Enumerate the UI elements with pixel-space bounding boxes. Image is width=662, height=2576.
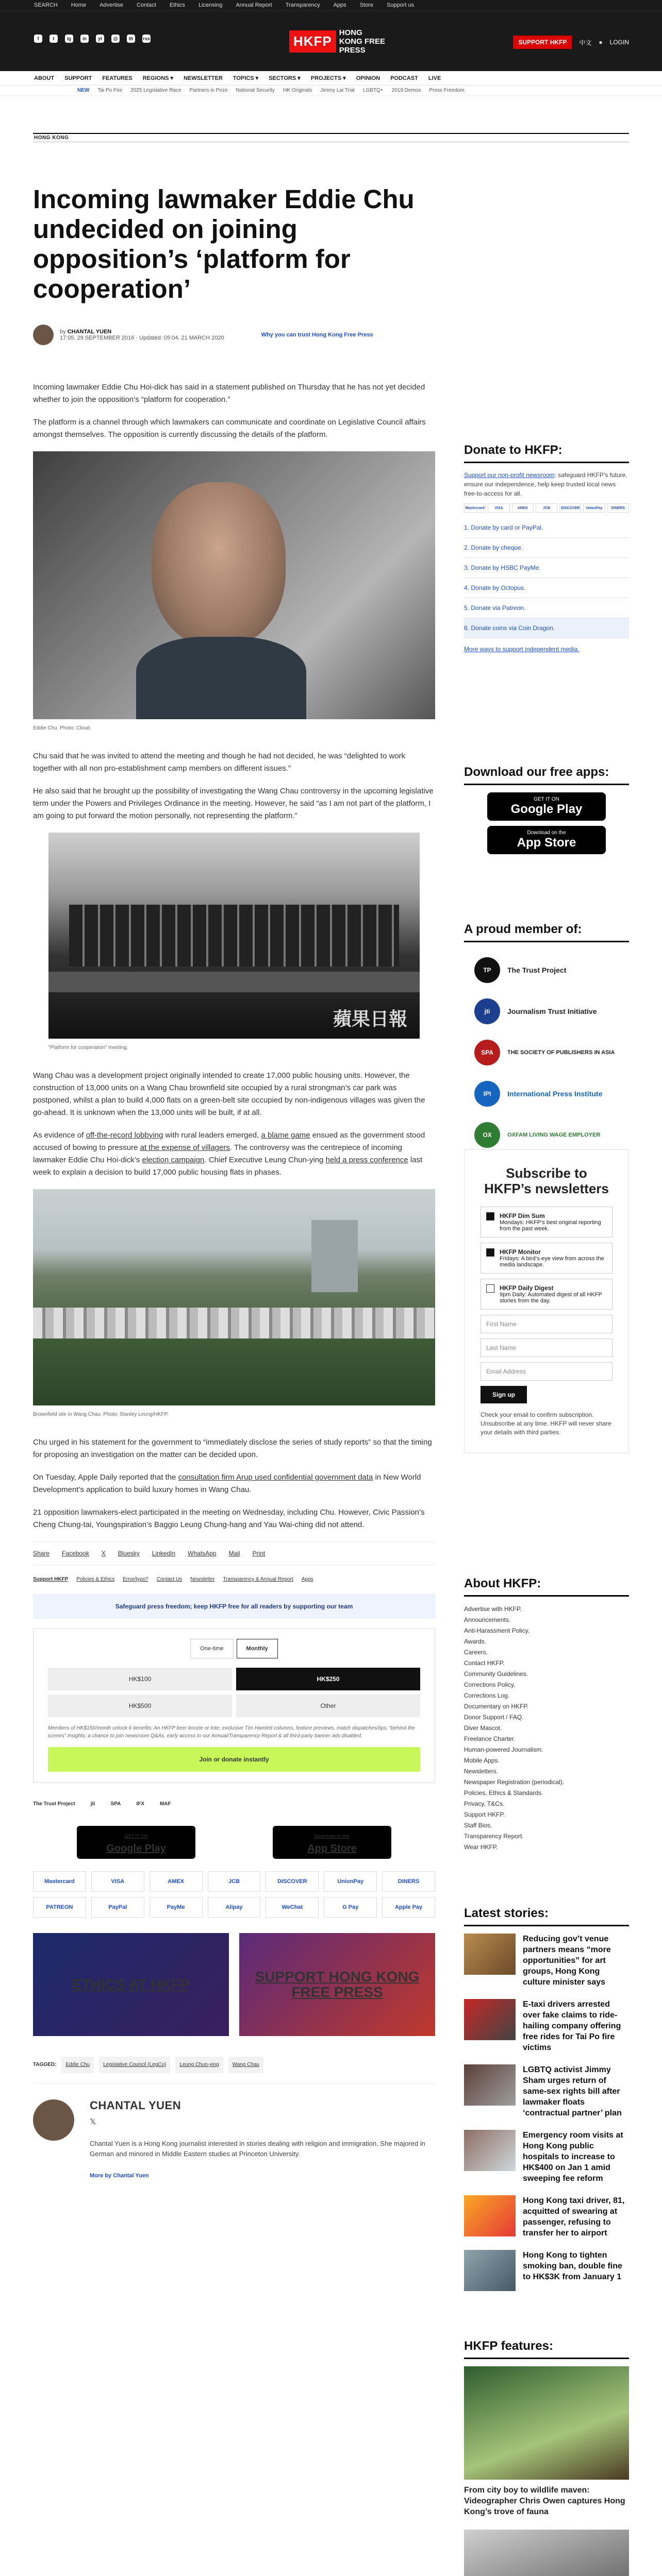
newsletter-option[interactable] xyxy=(481,1279,613,1310)
divider xyxy=(33,133,629,134)
one-time-toggle[interactable]: One-time xyxy=(190,1639,233,1658)
site-header xyxy=(0,10,662,71)
paragraph: He also said that he brought up the possibility of investigating the Wang Chau controversy in the upcoming legislative term under the Powers and Privileges Ordinance in the meeting. However, he said “as I am not part of the platform, I am going to put forward the motion personally, not representing the platform.” xyxy=(33,787,434,820)
newsletter-name: HKFP Monitor xyxy=(500,1248,541,1256)
contact-link[interactable]: Contact Us xyxy=(156,1577,183,1582)
tag[interactable]: Legislative Council (LegCo) xyxy=(99,2057,170,2073)
checkbox-checked[interactable] xyxy=(486,1248,494,1257)
topbar-annual-report[interactable]: Annual Report xyxy=(236,2,272,8)
jcb-icon: JCB xyxy=(536,503,557,513)
latest-heading: Latest stories: xyxy=(464,1906,629,1926)
donate-way[interactable]: 4. Donate by Octopus. xyxy=(464,578,629,598)
app-store-small: Download on the xyxy=(315,1834,350,1839)
trending-item[interactable]: Partners in Prize xyxy=(189,88,228,93)
google-play-label: Google Play xyxy=(106,1843,166,1854)
tag[interactable]: Leung Chun-ying xyxy=(175,2057,223,2073)
discover-icon[interactable]: DISCOVER xyxy=(266,1871,319,1892)
paragraph: Chu said that he was invited to attend the meeting and though he had not decided, he was “delighted to work together with all non pro-establishment camp members on different issues.” xyxy=(33,752,406,773)
typo-link[interactable]: Error/typo? xyxy=(123,1577,148,1582)
paragraph: Chu urged in his statement for the government to “immediately disclose the series of study reports” so that the timing for proposing an investigation on the matter can be decided upon. xyxy=(33,1438,432,1459)
mastercard-icon[interactable]: Mastercard xyxy=(33,1871,86,1892)
member-ipi[interactable]: IPI International Press Institute xyxy=(464,1073,629,1114)
trending-item[interactable]: LGBTQ+ xyxy=(362,88,384,93)
brownfield-photo[interactable] xyxy=(33,1189,435,1405)
alipay-icon[interactable]: Alipay xyxy=(208,1897,261,1918)
story-thumb[interactable] xyxy=(464,1999,516,2040)
sidebar-members xyxy=(464,922,629,1156)
app-store-label: App Store xyxy=(517,836,576,850)
sidebar-features xyxy=(464,2339,629,2576)
google-play-button[interactable] xyxy=(487,792,606,821)
link-villagers[interactable]: at the expense of villagers xyxy=(140,1143,230,1152)
latest-story[interactable] xyxy=(464,2250,629,2291)
applepay-icon[interactable]: Apple Pay xyxy=(382,1897,435,1918)
topbar-ethics[interactable]: Ethics xyxy=(169,2,185,8)
newsletter-link[interactable]: Newsletter xyxy=(190,1577,215,1582)
share-print[interactable]: Print xyxy=(252,1550,266,1557)
newsletter-option[interactable] xyxy=(481,1207,613,1238)
story-title[interactable]: Emergency room visits at Hong Kong public hospitals to increase to HK$400 on Jan 1 amid sweeping fee reform xyxy=(523,2131,623,2183)
login-link[interactable]: LOGIN xyxy=(609,39,629,46)
ethics-banner[interactable]: ETHICS AT HKFP xyxy=(33,1933,229,2036)
topbar-contact[interactable]: Contact xyxy=(137,2,156,8)
about-item[interactable]: Privacy, T&Cs. xyxy=(464,1800,505,1807)
language-switch[interactable]: 中文 xyxy=(579,39,592,46)
more-by-author-link[interactable]: More by Chantal Yuen xyxy=(90,2173,149,2179)
donate-way[interactable]: 6. Donate coins via Coin Dragon. xyxy=(464,618,629,638)
trending-bar xyxy=(0,86,662,96)
story-title[interactable]: Hong Kong taxi driver, 81, acquitted of swearing at passenger, refusing to transfer her to airport xyxy=(523,2196,625,2238)
support-link[interactable]: Support HKFP xyxy=(33,1577,69,1582)
policies-link[interactable]: Policies & Ethics xyxy=(76,1577,115,1582)
about-item[interactable]: Advertise with HKFP. xyxy=(464,1605,522,1613)
feature-image[interactable] xyxy=(464,2366,629,2480)
figure-brownfield xyxy=(33,1189,435,1421)
share-facebook[interactable]: Facebook xyxy=(62,1550,89,1557)
amex-icon: AMEX xyxy=(512,503,534,513)
mastercard-icon: Mastercard xyxy=(464,503,486,513)
donate-button[interactable]: Join or donate instantly xyxy=(48,1747,420,1772)
trending-item[interactable]: 2025 Legislative Race xyxy=(130,88,181,93)
google-play-label: Google Play xyxy=(510,802,583,816)
about-item[interactable]: Staff Bios. xyxy=(464,1822,492,1829)
member-spa[interactable]: SPA THE SOCIETY OF PUBLISHERS IN ASIA xyxy=(464,1032,629,1073)
app-store-label: App Store xyxy=(307,1843,357,1854)
nav-podcast[interactable]: PODCAST xyxy=(390,75,418,81)
about-item[interactable]: Diver Mascot. xyxy=(464,1724,502,1732)
badge[interactable]: jti xyxy=(90,1801,95,1807)
about-item[interactable]: Corrections Policy. xyxy=(464,1681,516,1688)
more-ways-link[interactable]: More ways to support independent media. xyxy=(464,646,580,653)
site-logo[interactable] xyxy=(289,28,386,55)
topbar-search[interactable]: SEARCH xyxy=(34,2,58,8)
app-buttons xyxy=(33,1826,435,1859)
share-bar xyxy=(33,1541,435,1565)
paypal-icon[interactable]: PayPal xyxy=(91,1897,144,1918)
share-mail[interactable]: Mail xyxy=(228,1550,240,1557)
newsletter-desc: Fridays: A bird’s-eye view from across the media landscape. xyxy=(500,1256,604,1268)
topbar-home[interactable]: Home xyxy=(71,2,87,8)
checkbox[interactable] xyxy=(486,1284,494,1293)
about-item[interactable]: Wear HKFP. xyxy=(464,1843,498,1851)
article-category[interactable]: HONG KONG xyxy=(34,135,69,141)
topbar-advertise[interactable]: Advertise xyxy=(100,2,124,8)
newsletter-name: HKFP Dim Sum xyxy=(500,1212,545,1219)
tag[interactable]: Wang Chau xyxy=(228,2057,263,2073)
tiktok-icon[interactable]: th xyxy=(127,35,135,43)
nav-topics[interactable]: TOPICS ▾ xyxy=(233,75,259,81)
byline xyxy=(33,322,435,348)
about-item[interactable]: Announcements. xyxy=(464,1616,511,1623)
donate-intro xyxy=(464,470,629,498)
apps-heading: Download our free apps: xyxy=(464,765,629,785)
about-item[interactable]: Mobile Apps. xyxy=(464,1757,500,1764)
payment-methods xyxy=(33,1871,435,1918)
donate-way[interactable]: 2. Donate by cheque. xyxy=(464,538,629,558)
membership-note: Members of HK$150/month unlock 6 benefits: An HKFP beer koozie or tote; exclusive Tim Hamlett columns, feature previews, match dispatches/tips; “behind the scenes” insights; a chance to join newsroom Q&As, early access to our Annual/Transparency Report & all third-party banner ads disabled. xyxy=(48,1725,415,1739)
monthly-toggle[interactable]: Monthly xyxy=(237,1639,278,1658)
story-title[interactable]: LGBTQ activist Jimmy Sham urges return of same-sex rights bill after lawmaker floats ‘contractual partner’ plan xyxy=(523,2065,622,2117)
article-body xyxy=(33,381,435,2182)
member-name: Journalism Trust Initiative xyxy=(507,1007,597,1015)
gpay-icon[interactable]: G Pay xyxy=(324,1897,377,1918)
donate-way[interactable]: 1. Donate by card or PayPal. xyxy=(464,518,629,538)
x-icon[interactable]: 𝕏 xyxy=(90,2117,96,2126)
paragraph: 21 opposition lawmakers-elect participated in the meeting on Wednesday, including Chu. However, Civic Passion’s Cheng Chung-tai, Youngspiration’s Baggio Leung Chung-hang and Yau Wai-ching did not attend. xyxy=(33,1508,425,1529)
feature-image[interactable] xyxy=(464,2530,629,2576)
link-press-conf[interactable]: held a press conference xyxy=(325,1156,408,1164)
member-jti[interactable]: jti Journalism Trust Initiative xyxy=(464,991,629,1032)
jcb-icon[interactable]: JCB xyxy=(208,1871,261,1892)
story-thumb[interactable] xyxy=(464,2250,516,2291)
share-whatsapp[interactable]: WhatsApp xyxy=(188,1550,217,1557)
author-name[interactable]: CHANTAL YUEN xyxy=(67,329,112,335)
about-item[interactable]: Documentary on HKFP. xyxy=(464,1703,529,1710)
link-blame-game[interactable]: a blame game xyxy=(261,1131,310,1140)
topbar-apps[interactable]: Apps xyxy=(333,2,346,8)
google-play-button[interactable] xyxy=(77,1826,195,1859)
about-item[interactable]: Transparency Report. xyxy=(464,1833,524,1840)
link-lobbying[interactable]: off-the-record lobbying xyxy=(86,1131,163,1140)
newsletter-desc: 9pm Daily: Automated digest of all HKFP stories from the day. xyxy=(500,1292,602,1304)
unionpay-icon[interactable]: UnionPay xyxy=(324,1871,377,1892)
youtube-icon[interactable]: yt xyxy=(96,35,104,43)
donate-heading: Donate to HKFP: xyxy=(464,443,629,463)
about-item[interactable]: Corrections Log. xyxy=(464,1692,510,1699)
signup-button[interactable]: Sign up xyxy=(481,1386,527,1403)
sidebar-donate xyxy=(464,443,629,653)
topbar-support[interactable]: Support us xyxy=(386,2,415,8)
latest-story[interactable] xyxy=(464,1999,629,2053)
text: with rural leaders emerged, xyxy=(163,1131,261,1140)
linkedin-icon[interactable]: in xyxy=(80,35,89,43)
topbar-transparency[interactable]: Transparency xyxy=(285,2,320,8)
badge[interactable]: IFX xyxy=(136,1801,144,1807)
latest-story[interactable] xyxy=(464,2064,629,2119)
instagram-icon[interactable]: ig xyxy=(65,35,73,43)
author-avatar[interactable] xyxy=(33,325,54,345)
text: ensued as the government stood accused of bowing to pressure xyxy=(33,1131,425,1152)
main-nav xyxy=(0,71,662,86)
payme-icon[interactable]: PayMe xyxy=(150,1897,203,1918)
app-store-button[interactable] xyxy=(487,826,606,854)
sidebar-apps xyxy=(464,765,629,859)
text: As evidence of xyxy=(33,1131,86,1140)
email-input[interactable]: Email Address xyxy=(481,1362,613,1381)
trending-item[interactable]: National Security xyxy=(236,88,275,93)
features-heading: HKFP features: xyxy=(464,2339,629,2359)
story-thumb[interactable] xyxy=(464,2130,516,2171)
share-label: Share xyxy=(33,1550,50,1557)
apps-link[interactable]: Apps xyxy=(301,1577,313,1582)
user-icon[interactable]: ● xyxy=(599,39,603,46)
byline-by: by xyxy=(60,329,66,335)
trending-item[interactable]: Press Freedom xyxy=(429,88,465,93)
author-name[interactable]: CHANTAL YUEN xyxy=(90,2099,181,2112)
nav-regions[interactable]: REGIONS ▾ xyxy=(142,75,174,81)
text: . Chief Executive Leung Chun-ying xyxy=(204,1156,326,1164)
member-oxfam[interactable]: OX OXFAM LIVING WAGE EMPLOYER xyxy=(464,1114,629,1156)
visa-icon: VISA xyxy=(488,503,509,513)
paragraph: The platform is a channel through which lawmakers can communicate and coordinate on Legislative Council affairs amongst themselves. The opposition is currently discussing the details of the platform. xyxy=(33,418,426,439)
support-links xyxy=(33,1573,435,1586)
article-dates: 17:05, 29 SEPTEMBER 2016 · Updated: 05:04, 21 MARCH 2020 xyxy=(60,335,224,341)
facebook-icon[interactable]: f xyxy=(34,35,42,43)
amount-option[interactable]: HK$100 xyxy=(48,1668,232,1690)
nav-live[interactable]: LIVE xyxy=(428,75,441,81)
paragraph: Wang Chau was a development project originally intended to create 17,000 public housing units. However, the construction of 13,000 units on a Wang Chau brownfield site occupied by a rural strongman’s car park was postponed, whilst a plan to build 4,000 flats on a green-belt site occupied by non-indigenous villages was given the go-ahead. It is unknown when the 13,000 units will be built, if at all. xyxy=(33,1071,425,1117)
photo-caption: Brownfield site in Wang Chau. Photo: Stanley Leung/HKFP. xyxy=(33,1412,169,1417)
nav-sectors[interactable]: SECTORS ▾ xyxy=(269,75,301,81)
about-item[interactable]: Human-powered Journalism. xyxy=(464,1746,543,1753)
latest-story[interactable] xyxy=(464,2195,629,2239)
topbar-licensing[interactable]: Licensing xyxy=(198,2,223,8)
newsletter-note: Check your email to confirm subscription. Unsubscribe at any time. HKFP will never share your details with third parties. xyxy=(481,1411,611,1436)
unionpay-icon: UnionPay xyxy=(583,503,605,513)
member-badges xyxy=(33,1798,435,1810)
article-title: Incoming lawmaker Eddie Chu undecided on joining opposition’s ‘platform for cooperation’ xyxy=(33,184,415,303)
newsletter-option[interactable] xyxy=(481,1243,613,1274)
nav-about[interactable]: ABOUT xyxy=(34,75,55,81)
feature-title[interactable]: From city boy to wildlife maven: Videographer Chris Owen captures Hong Kong’s trove of fauna xyxy=(464,2486,625,2516)
trending-label: NEW xyxy=(77,88,90,93)
donate-strip[interactable]: Safeguard press freedom; keep HKFP free for all readers by supporting our team xyxy=(33,1594,435,1619)
paragraph-with-links xyxy=(33,1129,435,1179)
logo-mark: HKFP xyxy=(289,30,336,53)
about-item[interactable]: Anti-Harassment Policy. xyxy=(464,1627,530,1634)
author-avatar[interactable] xyxy=(33,2099,74,2141)
nav-newsletter[interactable]: NEWSLETTER xyxy=(184,75,223,81)
story-thumb[interactable] xyxy=(464,2064,516,2106)
latest-story[interactable] xyxy=(464,1934,629,1988)
share-bluesky[interactable]: Bluesky xyxy=(118,1550,140,1557)
story-thumb[interactable] xyxy=(464,1934,516,1975)
about-item[interactable]: Policies, Ethics & Standards. xyxy=(464,1789,543,1797)
about-item[interactable]: Freelance Charter. xyxy=(464,1735,516,1742)
nav-support[interactable]: SUPPORT xyxy=(64,75,92,81)
about-heading: About HKFP: xyxy=(464,1577,629,1597)
story-thumb[interactable] xyxy=(464,2195,516,2236)
photo-watermark: 蘋果日報 xyxy=(333,1008,407,1029)
member-name: THE SOCIETY OF PUBLISHERS IN ASIA xyxy=(507,1049,615,1056)
badge[interactable]: SPA xyxy=(110,1801,121,1807)
diners-icon[interactable]: DINERS xyxy=(382,1871,435,1892)
app-store-small: Download on the xyxy=(527,830,566,836)
support-hkfp-button[interactable]: SUPPORT HKFP xyxy=(513,36,572,49)
figure-eddie-chu xyxy=(33,451,435,735)
trending-item[interactable]: Tai Po Fire xyxy=(97,88,123,93)
donate-way[interactable]: 3. Donate by HSBC PayMe. xyxy=(464,558,629,578)
photo-caption: “Platform for cooperation” meeting. xyxy=(48,1045,128,1050)
social-icons xyxy=(34,35,151,43)
text: last week to explain a decision to build 17,000 public housing flats in phases. xyxy=(33,1156,423,1177)
amex-icon[interactable]: AMEX xyxy=(150,1871,203,1892)
tags xyxy=(33,2057,435,2084)
latest-story[interactable] xyxy=(464,2130,629,2184)
threads-icon[interactable]: @ xyxy=(111,35,120,43)
about-item[interactable]: Donor Support / FAQ. xyxy=(464,1714,524,1721)
visa-icon[interactable]: VISA xyxy=(91,1871,144,1892)
amount-other[interactable]: Other xyxy=(236,1694,420,1717)
paragraph-with-link xyxy=(33,1471,435,1496)
text: . The controversy was the centrepiece of incoming lawmaker Eddie Chu Hoi-dick’s xyxy=(33,1143,402,1164)
member-name: OXFAM LIVING WAGE EMPLOYER xyxy=(507,1132,601,1138)
sidebar-about xyxy=(464,1577,629,1853)
newsletter-heading: Subscribe to HKFP’s newsletters xyxy=(484,1165,609,1196)
first-name-input[interactable]: First Name xyxy=(481,1315,613,1333)
share-x[interactable]: X xyxy=(101,1550,106,1557)
amount-option-selected[interactable]: HK$250 xyxy=(236,1668,420,1690)
photo-caption: Eddie Chu. Photo: Cloud. xyxy=(33,725,91,731)
promo-banners xyxy=(33,1933,435,2036)
donate-way[interactable]: 5. Donate via Patreon. xyxy=(464,598,629,618)
member-name: International Press Institute xyxy=(507,1090,603,1098)
nav-features[interactable]: FEATURES xyxy=(102,75,133,81)
story-title[interactable]: E-taxi drivers arrested over fake claims to ride-hailing company offering free rides for Tai Po fire victims xyxy=(523,2000,621,2052)
member-trust-project[interactable]: TP The Trust Project xyxy=(464,950,629,991)
diners-icon: DINERS xyxy=(607,503,629,513)
donate-intro-link[interactable]: Support our non-profit newsroom xyxy=(464,471,555,479)
text: On Tuesday, Apple Daily reported that the xyxy=(33,1473,178,1482)
donation-box xyxy=(33,1628,435,1783)
text: in New World Development’s application to build luxury homes in Wang Chau. xyxy=(33,1473,421,1494)
eddie-chu-photo[interactable] xyxy=(33,451,435,719)
link-arup[interactable]: consultation firm Arup used confidential government data xyxy=(178,1473,373,1482)
story-title[interactable]: Reducing gov’t venue partners means “more opportunities” for art groups, Hong Kong culture minister says xyxy=(523,1935,611,1987)
badge[interactable]: The Trust Project xyxy=(33,1801,75,1807)
patreon-icon[interactable]: PATREON xyxy=(33,1897,86,1918)
trending-item[interactable]: HK Originals xyxy=(283,88,312,93)
trending-item[interactable]: Jimmy Lai Trial xyxy=(320,88,355,93)
story-title[interactable]: Hong Kong to tighten smoking ban, double fine to HK$3K from January 1 xyxy=(523,2251,622,2281)
about-item[interactable]: Newspaper Registration (periodical). xyxy=(464,1778,565,1786)
about-list xyxy=(464,1604,629,1853)
link-election[interactable]: election campaign xyxy=(142,1156,205,1164)
logo-text: HONG KONG FREE PRESS xyxy=(339,28,385,55)
google-play-small: GET IT ON xyxy=(534,796,559,802)
amount-option[interactable]: HK$500 xyxy=(48,1694,232,1717)
badge[interactable]: MAF xyxy=(159,1801,171,1807)
paragraph: Incoming lawmaker Eddie Chu Hoi-dick has said in a statement published on Thursday that he has not yet decided whether to join the opposition’s “platform for cooperation.” xyxy=(33,383,425,404)
nav-opinion[interactable]: OPINION xyxy=(356,75,380,81)
about-item[interactable]: Careers. xyxy=(464,1649,488,1656)
newsletter-desc: Mondays: HKFP’s best original reporting from the past week. xyxy=(500,1219,601,1232)
sidebar-latest xyxy=(464,1906,629,2302)
newsletter-name: HKFP Daily Digest xyxy=(500,1284,554,1292)
tag[interactable]: Eddie Chu xyxy=(61,2057,94,2073)
google-play-small: GET IT ON xyxy=(124,1834,148,1839)
trust-link[interactable]: Why you can trust Hong Kong Free Press xyxy=(261,332,373,338)
discover-icon: DISCOVER xyxy=(559,503,581,513)
tags-label: TAGGED: xyxy=(33,2062,57,2067)
about-item[interactable]: Contact HKFP. xyxy=(464,1659,505,1667)
checkbox-checked[interactable] xyxy=(486,1212,494,1221)
trending-item[interactable]: 2019 Demos xyxy=(391,88,421,93)
sidebar-payment-icons xyxy=(464,503,629,513)
app-store-button[interactable] xyxy=(273,1826,391,1859)
wechat-icon[interactable]: WeChat xyxy=(266,1897,319,1918)
about-item[interactable]: Awards. xyxy=(464,1638,487,1645)
support-banner[interactable]: SUPPORT HONG KONG FREE PRESS xyxy=(239,1933,435,2036)
last-name-input[interactable]: Last Name xyxy=(481,1338,613,1357)
author-box xyxy=(33,2099,435,2182)
author-bio: Chantal Yuen is a Hong Kong journalist interested in stories dealing with religion and immigration. She majored in German and minored in Middle Eastern studies at Princeton University. xyxy=(90,2140,425,2158)
donate-ways-list xyxy=(464,518,629,638)
transparency-link[interactable]: Transparency & Annual Report xyxy=(223,1577,293,1582)
rss-icon[interactable]: rss xyxy=(142,35,151,43)
topbar-store[interactable]: Store xyxy=(359,2,373,8)
nav-projects[interactable]: PROJECTS ▾ xyxy=(310,75,346,81)
about-item[interactable]: Support HKFP. xyxy=(464,1811,505,1818)
about-item[interactable]: Community Guidelines. xyxy=(464,1670,528,1677)
members-heading: A proud member of: xyxy=(464,922,629,942)
top-utility-bar xyxy=(0,0,662,10)
newsletter-box xyxy=(464,1149,629,1453)
donate-intro-text: : safeguard HKFP’s future, ensure our independence, help keep trusted local news free-to-access for all. xyxy=(464,471,627,497)
about-item[interactable]: Newsletters. xyxy=(464,1768,499,1775)
member-name: The Trust Project xyxy=(507,966,567,974)
share-linkedin[interactable]: LinkedIn xyxy=(152,1550,176,1557)
figure-meeting xyxy=(48,833,420,1054)
meeting-photo[interactable] xyxy=(48,833,420,1039)
x-icon[interactable]: t xyxy=(49,35,58,43)
